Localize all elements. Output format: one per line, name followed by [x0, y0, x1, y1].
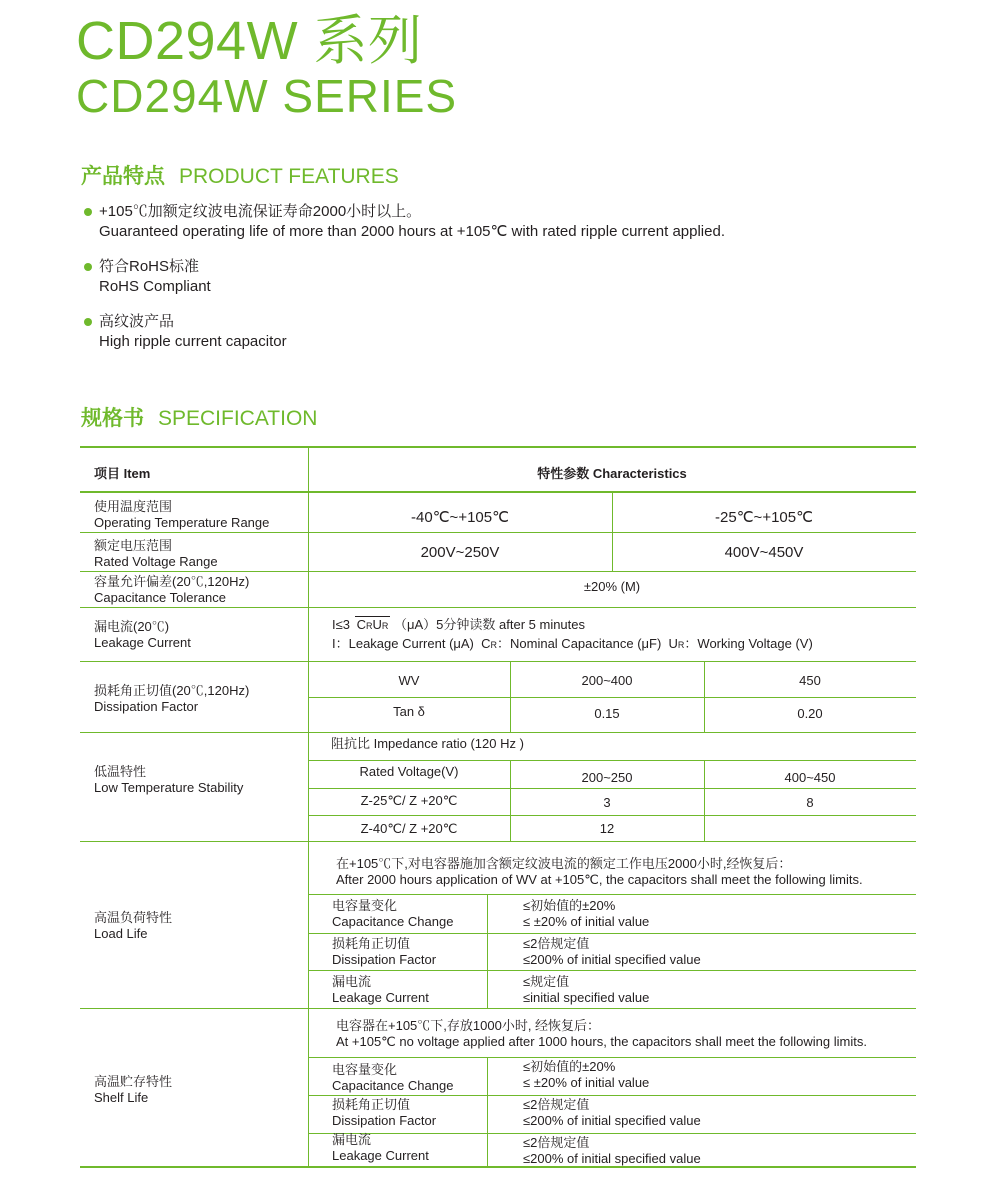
- load-life-label: [94, 910, 172, 942]
- shelf-df-en: Dissipation Factor: [332, 1113, 437, 1128]
- series-title-en: CD294W SERIES: [76, 70, 458, 122]
- formula-c-sub: R: [366, 621, 373, 631]
- feature-en: Guaranteed operating life of more than 2000 hours at +105℃ with rated ripple current applied.: [99, 223, 725, 240]
- legend-c: C: [481, 636, 491, 651]
- z40-label: Z-40℃/ Z +20℃: [360, 821, 458, 836]
- shelf-cap-change-value: [523, 1059, 649, 1091]
- low-temp-cn: 低温特性: [94, 764, 147, 779]
- dissipation-en: Dissipation Factor: [94, 699, 199, 714]
- z25-value: 8: [806, 795, 814, 810]
- leakage-en: Leakage Current: [94, 635, 191, 650]
- table-rule: [80, 607, 916, 608]
- wv-value: 450: [799, 673, 821, 688]
- load-life-desc: [336, 856, 863, 888]
- legend-u: U: [668, 636, 678, 651]
- leakage-cn: 漏电流(20℃): [94, 619, 170, 634]
- load-df-value-cn: ≤2倍规定值: [523, 936, 590, 951]
- shelf-df: [332, 1097, 436, 1129]
- table-rule: [308, 1057, 916, 1058]
- leakage-label: [94, 619, 191, 651]
- bullet-icon: [84, 208, 92, 216]
- shelf-life-en: Shelf Life: [94, 1090, 149, 1105]
- shelf-leakage-value-en: ≤200% of initial specified value: [523, 1151, 701, 1166]
- shelf-cap-change-value-cn: ≤初始值的±20%: [523, 1059, 616, 1074]
- op-temp-value-2: -25℃~+105℃: [715, 509, 813, 526]
- load-leakage-cn: 漏电流: [332, 974, 372, 989]
- shelf-cap-change-cn: 电容量变化: [332, 1062, 398, 1077]
- table-rule: [308, 760, 916, 761]
- cap-tol-value: ±20% (M): [583, 579, 641, 594]
- shelf-df-value: [523, 1097, 701, 1129]
- formula-c: C: [356, 617, 366, 632]
- dissipation-cn: 损耗角正切值(20℃,120Hz): [94, 683, 250, 698]
- load-df-value-en: ≤200% of initial specified value: [523, 952, 701, 967]
- table-rule: [308, 933, 916, 934]
- table-rule: [80, 661, 916, 662]
- shelf-leakage-en: Leakage Current: [332, 1148, 429, 1163]
- legend-i: I：Leakage Current (μA): [332, 636, 474, 651]
- table-divider: [487, 894, 488, 1008]
- load-leakage: [332, 974, 429, 1006]
- table-rule: [80, 1008, 916, 1009]
- table-rule: [308, 788, 916, 789]
- load-df-en: Dissipation Factor: [332, 952, 437, 967]
- bullet-icon: [84, 263, 92, 271]
- formula-u-sub: R: [381, 621, 389, 631]
- load-life-desc-en: After 2000 hours application of WV at +105℃, the capacitors shall meet the following limits.: [336, 872, 863, 887]
- z25-value: 3: [603, 795, 611, 810]
- rated-voltage-en: Rated Voltage Range: [94, 554, 218, 569]
- wv-value: 200~400: [581, 673, 633, 688]
- table-rule: [308, 970, 916, 971]
- dissipation-label: [94, 683, 249, 715]
- table-rule: [80, 491, 916, 493]
- tan-value: 0.20: [797, 706, 823, 721]
- load-leakage-en: Leakage Current: [332, 990, 429, 1005]
- table-rule: [80, 446, 916, 448]
- low-temp-label: [94, 764, 243, 796]
- load-df-cn: 损耗角正切值: [332, 936, 411, 951]
- legend-c-desc: ：Nominal Capacitance (μF): [497, 636, 662, 651]
- load-life-desc-cn: 在+105℃下,对电容器施加含额定纹波电流的额定工作电压2000小时,经恢复后：: [336, 856, 792, 871]
- table-rule: [308, 1095, 916, 1096]
- load-life-en: Load Life: [94, 926, 148, 941]
- feature-en: RoHS Compliant: [99, 278, 211, 295]
- load-cap-change-en: Capacitance Change: [332, 914, 454, 929]
- shelf-leakage-value-cn: ≤2倍规定值: [523, 1135, 590, 1150]
- load-df-value: [523, 936, 701, 968]
- load-cap-change: [332, 898, 453, 930]
- load-life-cn: 高温负荷特性: [94, 910, 173, 925]
- low-temp-en: Low Temperature Stability: [94, 780, 244, 795]
- features-heading-cn: 产品特点: [81, 165, 165, 188]
- features-heading: [81, 164, 399, 190]
- shelf-life-desc-en: At +105℃ no voltage applied after 1000 hours, the capacitors shall meet the following limits.: [336, 1034, 867, 1049]
- wv-label: WV: [398, 673, 420, 688]
- z25-label: Z-25℃/ Z +20℃: [360, 793, 458, 808]
- feature-en: High ripple current capacitor: [99, 333, 287, 350]
- z40-value: 12: [599, 821, 615, 836]
- shelf-df-value-cn: ≤2倍规定值: [523, 1097, 590, 1112]
- leakage-legend: [332, 636, 813, 653]
- rated-voltage-label: Rated Voltage(V): [359, 764, 459, 779]
- table-rule: [80, 532, 916, 533]
- tan-label: Tan δ: [393, 704, 425, 719]
- load-leakage-value: [523, 974, 649, 1006]
- tan-value: 0.15: [594, 706, 620, 721]
- load-cap-change-value: [523, 898, 649, 930]
- sqrt-symbol: [355, 616, 391, 634]
- legend-c-sub: R: [490, 640, 498, 650]
- feature-item: [84, 312, 287, 352]
- table-rule: [80, 841, 916, 842]
- spec-heading-cn: 规格书: [81, 407, 144, 430]
- table-rule: [80, 732, 916, 733]
- rated-voltage-value-2: 400V~450V: [724, 544, 804, 561]
- load-cap-change-value-en: ≤ ±20% of initial value: [523, 914, 650, 929]
- header-characteristics: 特性参数 Characteristics: [537, 466, 687, 481]
- shelf-leakage: [332, 1132, 429, 1164]
- shelf-cap-change: [332, 1062, 453, 1094]
- rated-voltage-value-1: 200V~250V: [420, 544, 500, 561]
- shelf-leakage-cn: 漏电流: [332, 1132, 372, 1147]
- series-title-cn: CD294W 系列: [76, 11, 423, 71]
- feature-item: [84, 257, 211, 297]
- load-df: [332, 936, 436, 968]
- table-rule: [80, 1166, 916, 1168]
- impedance-ratio-label: 阻抗比 Impedance ratio (120 Hz ): [331, 736, 524, 751]
- table-divider: [487, 1057, 488, 1167]
- shelf-leakage-value: [523, 1135, 701, 1167]
- cap-tol-cn: 容量允许偏差(20℃,120Hz): [94, 574, 250, 589]
- load-cap-change-cn: 电容量变化: [332, 898, 398, 913]
- op-temp-cn: 使用温度范围: [94, 499, 173, 514]
- shelf-life-desc: [336, 1018, 867, 1050]
- spec-heading: [81, 406, 317, 432]
- op-temp-value-1: -40℃~+105℃: [411, 509, 509, 526]
- table-rule: [308, 815, 916, 816]
- rated-voltage-label: [94, 538, 218, 570]
- load-leakage-value-cn: ≤规定值: [523, 974, 570, 989]
- shelf-df-value-en: ≤200% of initial specified value: [523, 1113, 701, 1128]
- formula-u: U: [372, 617, 382, 632]
- shelf-cap-change-value-en: ≤ ±20% of initial value: [523, 1075, 650, 1090]
- op-temp-en: Operating Temperature Range: [94, 515, 270, 530]
- feature-cn: +105℃加额定纹波电流保证寿命2000小时以上。: [99, 203, 422, 220]
- leakage-formula-prefix: I≤3: [332, 617, 350, 632]
- shelf-cap-change-en: Capacitance Change: [332, 1078, 454, 1093]
- features-heading-en: PRODUCT FEATURES: [179, 165, 399, 188]
- leakage-formula-suffix: （μA）5分钟读数 after 5 minutes: [394, 617, 586, 632]
- spec-table: [80, 446, 916, 1168]
- table-rule: [308, 894, 916, 895]
- rated-voltage-value: 400~450: [784, 770, 836, 785]
- rated-voltage-cn: 额定电压范围: [94, 538, 173, 553]
- shelf-life-desc-cn: 电容器在+105℃下,存放1000小时, 经恢复后：: [336, 1018, 601, 1033]
- leakage-formula: [332, 616, 585, 634]
- legend-u-sub: R: [677, 640, 685, 650]
- shelf-life-label: [94, 1074, 172, 1106]
- rated-voltage-value: 200~250: [581, 770, 633, 785]
- bullet-icon: [84, 318, 92, 326]
- load-leakage-value-en: ≤initial specified value: [523, 990, 650, 1005]
- shelf-life-cn: 高温贮存特性: [94, 1074, 173, 1089]
- load-cap-change-value-cn: ≤初始值的±20%: [523, 898, 616, 913]
- cap-tol-en: Capacitance Tolerance: [94, 590, 227, 605]
- spec-heading-en: SPECIFICATION: [158, 407, 318, 430]
- table-rule: [80, 571, 916, 572]
- feature-item: [84, 202, 725, 242]
- table-rule: [308, 697, 916, 698]
- cap-tol-label: [94, 574, 249, 606]
- header-item: 项目 Item: [94, 466, 151, 481]
- feature-cn: 符合RoHS标准: [99, 258, 200, 275]
- legend-u-desc: ：Working Voltage (V): [684, 636, 813, 651]
- shelf-df-cn: 损耗角正切值: [332, 1097, 411, 1112]
- feature-cn: 高纹波产品: [99, 313, 175, 330]
- op-temp-label: [94, 499, 269, 531]
